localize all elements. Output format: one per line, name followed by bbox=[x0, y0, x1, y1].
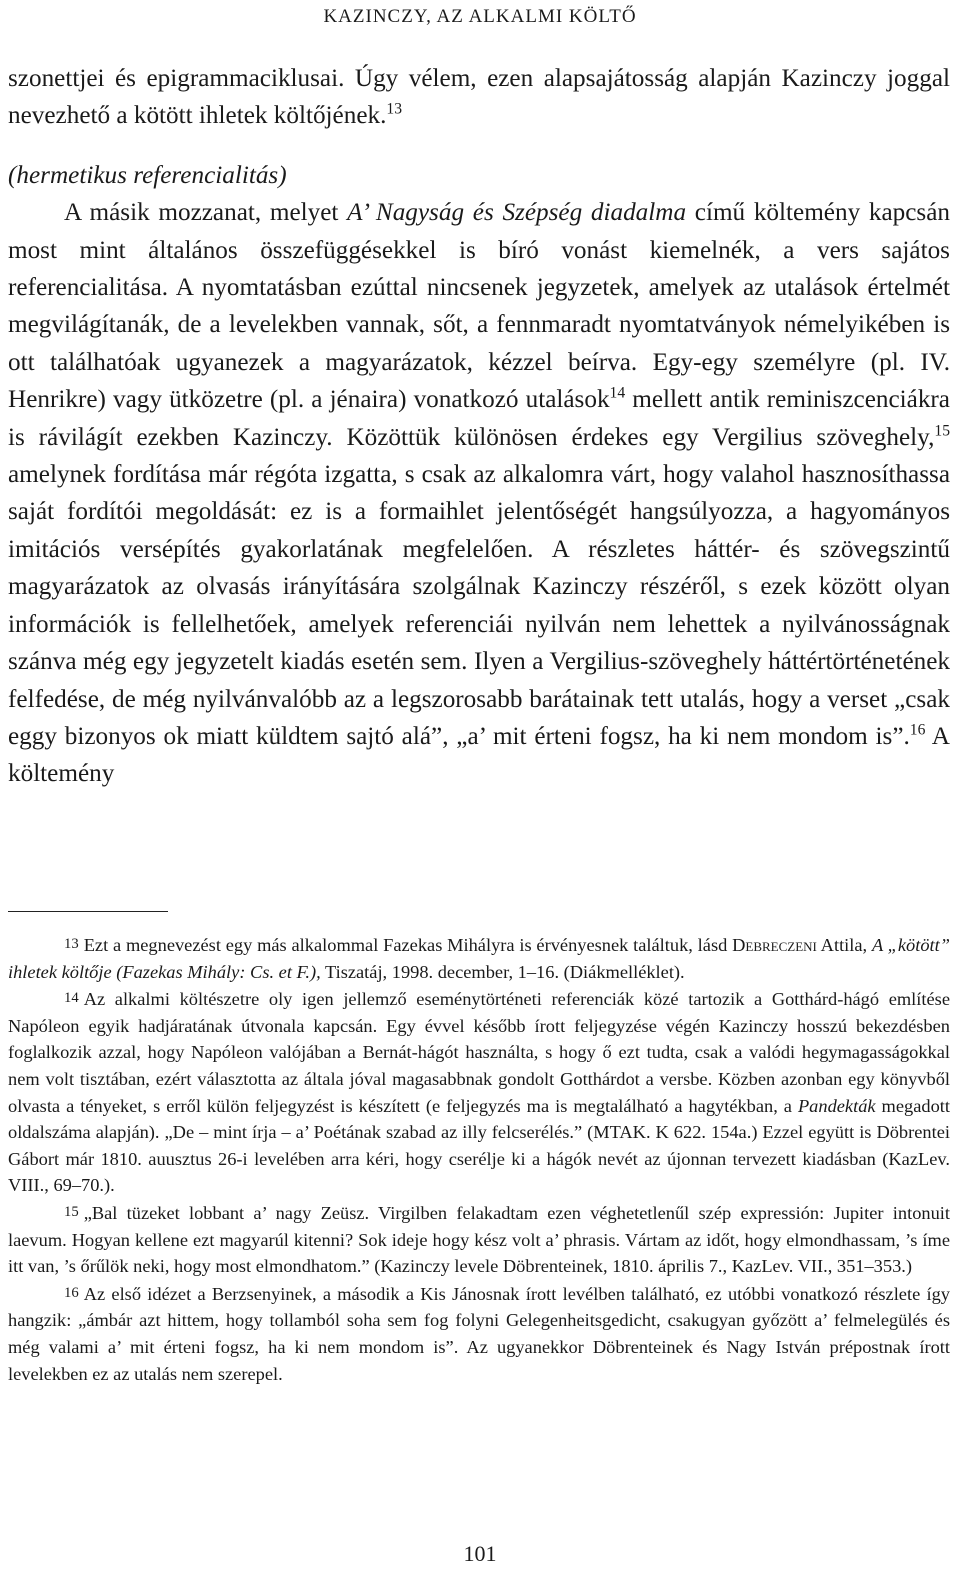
paragraph-2-text-b: című költemény kapcsán most mint általános összefüggésekkel is bíró vonást kiemelnék, a vers sajátos referencialitása. A nyomtatásban ezúttal nincsenek jegyzetek, amelyek az utalások értelmét megvilágítanák, de a levelekben vannak, sőt, a fennmaradt nyomtatványok némelyikében is ott találhatóak ugyanezek a magyarázatok, kézzel beírva. Egy-egy személyre (pl. IV. Henrikre) vagy ütközetre (pl. a jénaira) vonatkozó utalások bbox=[8, 199, 950, 414]
main-text bbox=[8, 60, 950, 793]
footnote-ref-16[interactable]: 16 bbox=[909, 721, 926, 739]
footnote-14-text-a: Az alkalmi költészetre oly igen jellemző eseménytörténeti referenciák közé tartozik a Gotthárd-hágó említése Napóleon egyik hadjáratának útvonala kapcsán. Egy évvel később írott feljegyzése végén Kazinczy hosszú bekezdésben foglalkozik azzal, hogy Napóleon valójában a Bernát-hágót használta, s hogy ő ezt tudta, csak a valódi hegymagasságokkal nem volt tisztában, ezért választotta az általa jóval magasabbnak gondolt Gotthárdot a versbe. Közben azonban egy könyvből olvasta a tényeket, s erről külön feljegyzést is készített (e feljegyzés ma is megtalálható a hagytékban, a bbox=[8, 989, 950, 1116]
footnote-14 bbox=[8, 985, 950, 1199]
footnote-14-text-b: megadott oldalszáma alapján). „De – mint írja – a’ Poétának szabad az illy felcserélés.” (MTAK. K 622. 154a.) Ezzel együtt is Döbrentei Gábort már 1810. auusztus 26-i levelében arra kéri, hogy cserélje ki a hágók nevét az újonnan tervezett kiadásban (KazLev. VIII., 69–70.). bbox=[8, 1095, 950, 1196]
footnote-number: 15 bbox=[64, 1203, 79, 1220]
paragraph-2 bbox=[8, 194, 950, 793]
footnote-ref-13[interactable]: 13 bbox=[386, 101, 402, 119]
footnote-13-text-b: Attila, bbox=[816, 935, 872, 955]
poem-title: A’ Nagyság és Szépség diadalma bbox=[347, 199, 687, 227]
footnote-13 bbox=[8, 931, 950, 985]
paragraph-2-text-c: mellett antik reminiszcenciákra is rávilágít ezekben Kazinczy. Közöttük különösen érdekes egy Vergilius szöveghely, bbox=[8, 386, 950, 451]
footnote-13-text-a: Ezt a megnevezést egy más alkalommal Fazekas Mihályra is érvényesnek találtuk, lásd bbox=[83, 935, 733, 955]
footnote-16-text: Az első idézet a Berzsenyinek, a második a Kis Jánosnak írott levélben található, ez utóbbi vonatkozó részlete így hangzik: „ámbár azt hittem, hogy tollamból soha sem fog folyni Gelegenheitsgedicht, csakugyan győzött a’ felmelegülés és még valami a’ mit érteni fogsz, ha ki nem mondom is”. Az ugyanekkor Döbrenteinek és Nagy István prépostnak írott levelekben ez az utalás nem szerepel. bbox=[8, 1283, 950, 1384]
paragraph-1-text: szonettjei és epigrammaciklusai. Úgy vélem, ezen alapsajátosság alapján Kazinczy joggal nevezhető a kötött ihletek költőjének. bbox=[8, 65, 950, 130]
paragraph-1 bbox=[8, 60, 950, 135]
page-number: 101 bbox=[463, 1541, 497, 1566]
footnote-14-title: Pandekták bbox=[797, 1095, 876, 1116]
footnotes bbox=[8, 931, 950, 1387]
paragraph-2-text-e: A költemény bbox=[8, 722, 950, 788]
footnote-13-text-c: Tiszatáj, 1998. december, 1–16. (Diákmelléklet). bbox=[320, 961, 685, 982]
footnote-ref-15[interactable]: 15 bbox=[934, 422, 950, 440]
footnote-number: 14 bbox=[64, 990, 79, 1007]
paragraph-2-text-a: A másik mozzanat, melyet bbox=[64, 199, 348, 227]
footnote-13-author: Debreczeni bbox=[732, 935, 817, 955]
footnote-16 bbox=[8, 1280, 950, 1387]
footnote-number: 13 bbox=[64, 936, 79, 952]
footnote-ref-14[interactable]: 14 bbox=[609, 384, 626, 402]
footnote-separator bbox=[8, 911, 168, 912]
footnote-15 bbox=[8, 1199, 950, 1280]
section-heading: (hermetikus referencialitás) bbox=[8, 161, 287, 189]
footnote-number: 16 bbox=[64, 1284, 79, 1301]
paragraph-2-text-d: amelynek fordítása már régóta izgatta, s csak az alkalomra várt, hogy valahol hasznosíthassa saját fordítói megoldását: ez is a formaihlet jelentőségét hangsúlyozza, a hagyományos imitációs versépítés gyakorlatának megfelelően. A részletes háttér- és szövegszintű magyarázatok az olvasás irányítására szolgálnak Kazinczy részéről, s ezek között olyan információk is fellelhetőek, amelyek referenciái nyilván nem lehettek a nyilvánosságnak szánva még egy jegyzetelt kiadás esetén sem. Ilyen a Vergilius-szöveghely háttértörténetének felfedése, de még nyilvánvalóbb az a legszorosabb barátainak tett utalás, hogy a verset „csak eggy bizonyos ok miatt küldtem sajtó alá”, „a’ mit érteni fogsz, ha ki nem mondom is”. bbox=[8, 461, 950, 750]
footnote-13-title: A „kötött” ihletek költője (Fazekas Mihály: Cs. et F.), bbox=[8, 935, 950, 982]
running-header: KAZINCZY, AZ ALKALMI KÖLTŐ bbox=[323, 6, 637, 27]
footnote-15-text: „Bal tüzeket lobbant a’ nagy Zeüsz. Virgilben felakadtam ezen véghetetlenűl szép expressión: Jupiter intonuit laevum. Hogyan kellene ezt magyarúl kitenni? Sok ideje hogy kész volt a’ phrasis. Vártam az időt, hogy elmondhassam, ’s íme itt van, ’s őrűlök neki, hogy most elmondhatom.” (Kazinczy levele Döbrenteinek, 1810. április 7., KazLev. VII., 351–353.) bbox=[8, 1202, 950, 1277]
